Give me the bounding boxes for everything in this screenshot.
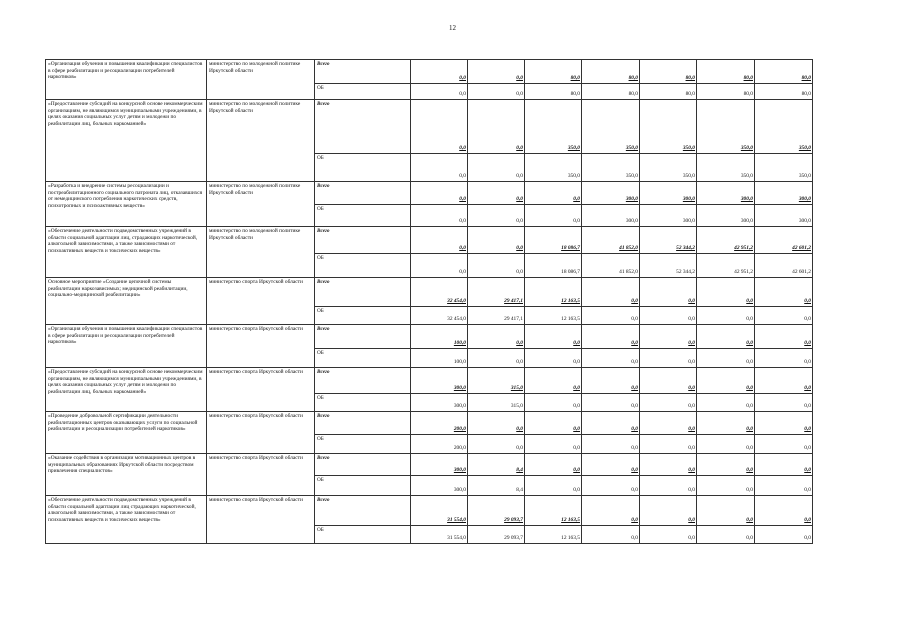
ob-value-cell: 0,0 bbox=[468, 205, 525, 227]
total-value-cell: 0,0 bbox=[755, 368, 813, 394]
table-row-total bbox=[46, 454, 813, 476]
ob-value-cell: 350,0 bbox=[697, 154, 755, 182]
measure-name: «Предоставление субсидий на конкурсной основе некоммерческим организациям, не являющимся муниципальными учреждениями, в целях оказания социальных услуг детям и молодежи по реабилитации лиц, больных наркоманией» bbox=[46, 100, 207, 182]
table-row-total bbox=[46, 412, 813, 435]
ob-value-cell: 300,0 bbox=[411, 394, 468, 412]
total-value-cell: 0,0 bbox=[468, 325, 525, 349]
total-value-cell: 0,0 bbox=[697, 278, 755, 307]
ob-value-cell: 0,0 bbox=[468, 349, 525, 368]
table-row-total bbox=[46, 227, 813, 254]
total-value-cell: 0,0 bbox=[582, 278, 640, 307]
ob-value-cell: 0,0 bbox=[755, 476, 813, 496]
table-row-total bbox=[46, 182, 813, 205]
funding-source-ob: ОБ bbox=[315, 307, 411, 325]
measure-name: «Предоставление субсидий на конкурсной основе некоммерческим организациям, не являющимся муниципальными учреждениями, в целях оказания социальных услуг детям и молодежи по реабилитации лиц, больных наркоманией» bbox=[46, 368, 207, 412]
ob-value-cell: 0,0 bbox=[525, 476, 582, 496]
funding-source-total: Всего bbox=[315, 325, 411, 349]
ob-value-cell: 350,0 bbox=[640, 154, 697, 182]
ob-value-cell: 0,0 bbox=[640, 435, 697, 454]
total-value-cell: 300,0 bbox=[411, 368, 468, 394]
ob-value-cell: 0,0 bbox=[697, 435, 755, 454]
ob-value-cell: 0,0 bbox=[755, 526, 813, 544]
ob-value-cell: 0,0 bbox=[582, 476, 640, 496]
ob-value-cell: 315,0 bbox=[468, 394, 525, 412]
total-value-cell: 0,0 bbox=[468, 412, 525, 435]
total-value-cell: 0,0 bbox=[697, 496, 755, 526]
measure-name: «Организация обучения и повышения квалификации специалистов в сфере реабилитации и ресоциализации потребителей наркотиков» bbox=[46, 325, 207, 368]
total-value-cell: 0,0 bbox=[640, 278, 697, 307]
ob-value-cell: 0,0 bbox=[525, 394, 582, 412]
total-value-cell: 0,0 bbox=[697, 325, 755, 349]
funding-source-ob: ОБ bbox=[315, 84, 411, 100]
ob-value-cell: 80,0 bbox=[755, 84, 813, 100]
measure-name: Основное мероприятие «Создание цепочной системы реабилитации наркозависимых; медицинской реабилитации, социально-медицинской реабилитации» bbox=[46, 278, 207, 325]
total-value-cell: 80,0 bbox=[525, 60, 582, 84]
ob-value-cell: 0,0 bbox=[697, 307, 755, 325]
total-value-cell: 300,0 bbox=[697, 182, 755, 205]
measure-name: «Обеспечение деятельности подведомственных учреждений в области социальной адаптации лиц, страдающих наркотической, алкогольной зависимостями, а также зависимостями от психоактивных веществ и токсических веществ» bbox=[46, 227, 207, 278]
table-row-total bbox=[46, 325, 813, 349]
ob-value-cell: 0,0 bbox=[755, 307, 813, 325]
total-value-cell: 12 163,5 bbox=[525, 278, 582, 307]
total-value-cell: 0,0 bbox=[525, 368, 582, 394]
total-value-cell: 315,0 bbox=[468, 368, 525, 394]
total-value-cell: 0,0 bbox=[525, 182, 582, 205]
funding-source-total: Всего bbox=[315, 182, 411, 205]
funding-source-total: Всего bbox=[315, 454, 411, 476]
funding-source-ob: ОБ bbox=[315, 435, 411, 454]
measure-name: «Оказание содействия в организации мотивационных центров в муниципальных образованиях Иркутской области посредством привлечения специалистов» bbox=[46, 454, 207, 496]
total-value-cell: 0,0 bbox=[640, 412, 697, 435]
ob-value-cell: 12 163,5 bbox=[525, 526, 582, 544]
total-value-cell: 52 344,2 bbox=[640, 227, 697, 254]
ob-value-cell: 0,0 bbox=[755, 435, 813, 454]
total-value-cell: 350,0 bbox=[755, 100, 813, 154]
executor-name: министерство спорта Иркутской области bbox=[207, 278, 315, 325]
ob-value-cell: 300,0 bbox=[697, 205, 755, 227]
total-value-cell: 200,0 bbox=[411, 412, 468, 435]
ob-value-cell: 200,0 bbox=[411, 435, 468, 454]
ob-value-cell: 80,0 bbox=[640, 84, 697, 100]
total-value-cell: 0,0 bbox=[525, 454, 582, 476]
ob-value-cell: 0,0 bbox=[411, 84, 468, 100]
total-value-cell: 350,0 bbox=[525, 100, 582, 154]
total-value-cell: 41 852,0 bbox=[582, 227, 640, 254]
ob-value-cell: 0,0 bbox=[697, 394, 755, 412]
ob-value-cell: 52 344,2 bbox=[640, 254, 697, 278]
executor-name: министерство по молодежной политике Иркутской области bbox=[207, 60, 315, 100]
total-value-cell: 300,0 bbox=[640, 182, 697, 205]
executor-name: министерство спорта Иркутской области bbox=[207, 454, 315, 496]
ob-value-cell: 29 417,1 bbox=[468, 307, 525, 325]
ob-value-cell: 80,0 bbox=[697, 84, 755, 100]
total-value-cell: 0,0 bbox=[468, 100, 525, 154]
funding-source-ob: ОБ bbox=[315, 349, 411, 368]
ob-value-cell: 0,0 bbox=[640, 307, 697, 325]
total-value-cell: 8,4 bbox=[468, 454, 525, 476]
ob-value-cell: 29 093,7 bbox=[468, 526, 525, 544]
program-funding-table bbox=[45, 59, 813, 544]
ob-value-cell: 0,0 bbox=[640, 476, 697, 496]
ob-value-cell: 0,0 bbox=[411, 205, 468, 227]
total-value-cell: 300,0 bbox=[411, 454, 468, 476]
total-value-cell: 0,0 bbox=[525, 325, 582, 349]
executor-name: министерство по молодежной политике Иркутской области bbox=[207, 182, 315, 227]
ob-value-cell: 300,0 bbox=[582, 205, 640, 227]
ob-value-cell: 0,0 bbox=[468, 254, 525, 278]
total-value-cell: 0,0 bbox=[525, 412, 582, 435]
total-value-cell: 80,0 bbox=[640, 60, 697, 84]
funding-source-ob: ОБ bbox=[315, 154, 411, 182]
ob-value-cell: 0,0 bbox=[468, 435, 525, 454]
ob-value-cell: 0,0 bbox=[582, 435, 640, 454]
ob-value-cell: 0,0 bbox=[411, 154, 468, 182]
ob-value-cell: 18 086,7 bbox=[525, 254, 582, 278]
ob-value-cell: 0,0 bbox=[640, 349, 697, 368]
funding-source-total: Всего bbox=[315, 496, 411, 526]
ob-value-cell: 300,0 bbox=[755, 205, 813, 227]
total-value-cell: 42 601,2 bbox=[755, 227, 813, 254]
executor-name: министерство по молодежной политике Иркутской области bbox=[207, 100, 315, 182]
funding-source-total: Всего bbox=[315, 100, 411, 154]
funding-source-total: Всего bbox=[315, 278, 411, 307]
total-value-cell: 31 554,0 bbox=[411, 496, 468, 526]
ob-value-cell: 0,0 bbox=[582, 307, 640, 325]
ob-value-cell: 0,0 bbox=[697, 476, 755, 496]
total-value-cell: 0,0 bbox=[697, 412, 755, 435]
total-value-cell: 0,0 bbox=[640, 368, 697, 394]
table-row-total bbox=[46, 100, 813, 154]
total-value-cell: 80,0 bbox=[755, 60, 813, 84]
ob-value-cell: 12 163,5 bbox=[525, 307, 582, 325]
ob-value-cell: 32 454,0 bbox=[411, 307, 468, 325]
total-value-cell: 0,0 bbox=[582, 496, 640, 526]
ob-value-cell: 0,0 bbox=[468, 154, 525, 182]
table-row-total bbox=[46, 278, 813, 307]
total-value-cell: 0,0 bbox=[755, 278, 813, 307]
table-row-total bbox=[46, 368, 813, 394]
total-value-cell: 0,0 bbox=[755, 412, 813, 435]
measure-name: «Проведение добровольной сертификации деятельности реабилитационных центров оказывающих услуги по социальной реабилитации и ресоциализации потребителей наркотиков» bbox=[46, 412, 207, 454]
ob-value-cell: 0,0 bbox=[697, 349, 755, 368]
executor-name: министерство спорта Иркутской области bbox=[207, 496, 315, 544]
executor-name: министерство спорта Иркутской области bbox=[207, 412, 315, 454]
ob-value-cell: 42 601,2 bbox=[755, 254, 813, 278]
ob-value-cell: 41 852,0 bbox=[582, 254, 640, 278]
ob-value-cell: 350,0 bbox=[755, 154, 813, 182]
ob-value-cell: 0,0 bbox=[582, 526, 640, 544]
ob-value-cell: 300,0 bbox=[640, 205, 697, 227]
total-value-cell: 0,0 bbox=[468, 227, 525, 254]
total-value-cell: 0,0 bbox=[755, 325, 813, 349]
total-value-cell: 0,0 bbox=[468, 182, 525, 205]
ob-value-cell: 300,0 bbox=[411, 476, 468, 496]
total-value-cell: 0,0 bbox=[640, 454, 697, 476]
ob-value-cell: 0,0 bbox=[640, 526, 697, 544]
total-value-cell: 29 417,1 bbox=[468, 278, 525, 307]
ob-value-cell: 350,0 bbox=[582, 154, 640, 182]
executor-name: министерство по молодежной политике Иркутской области bbox=[207, 227, 315, 278]
table-row-total bbox=[46, 496, 813, 526]
total-value-cell: 0,0 bbox=[697, 454, 755, 476]
total-value-cell: 80,0 bbox=[697, 60, 755, 84]
total-value-cell: 80,0 bbox=[582, 60, 640, 84]
total-value-cell: 0,0 bbox=[582, 368, 640, 394]
ob-value-cell: 0,0 bbox=[525, 205, 582, 227]
funding-source-total: Всего bbox=[315, 368, 411, 394]
total-value-cell: 0,0 bbox=[640, 325, 697, 349]
table-row-total bbox=[46, 60, 813, 84]
ob-value-cell: 80,0 bbox=[525, 84, 582, 100]
total-value-cell: 0,0 bbox=[411, 227, 468, 254]
total-value-cell: 32 454,0 bbox=[411, 278, 468, 307]
total-value-cell: 18 086,7 bbox=[525, 227, 582, 254]
total-value-cell: 0,0 bbox=[582, 325, 640, 349]
ob-value-cell: 0,0 bbox=[582, 394, 640, 412]
ob-value-cell: 350,0 bbox=[525, 154, 582, 182]
ob-value-cell: 0,0 bbox=[525, 435, 582, 454]
funding-source-ob: ОБ bbox=[315, 476, 411, 496]
measure-name: «Разработка и внедрение системы ресоциализации и постреабилитационного социального патроната лиц, отказавшихся от немедицинского потребления наркотических средств, психотропных и психоактивных веществ» bbox=[46, 182, 207, 227]
ob-value-cell: 0,0 bbox=[411, 254, 468, 278]
measure-name: «Обеспечение деятельности подведомственных учреждений в области социальной адаптации лиц страдающих наркотической, алкогольной зависимостями, а также зависимостями от психоактивных веществ и токсических веществ» bbox=[46, 496, 207, 544]
total-value-cell: 12 163,5 bbox=[525, 496, 582, 526]
total-value-cell: 350,0 bbox=[582, 100, 640, 154]
total-value-cell: 0,0 bbox=[411, 100, 468, 154]
executor-name: министерство спорта Иркутской области bbox=[207, 368, 315, 412]
total-value-cell: 29 093,7 bbox=[468, 496, 525, 526]
total-value-cell: 0,0 bbox=[755, 454, 813, 476]
ob-value-cell: 0,0 bbox=[468, 84, 525, 100]
total-value-cell: 100,0 bbox=[411, 325, 468, 349]
ob-value-cell: 0,0 bbox=[755, 349, 813, 368]
funding-source-total: Всего bbox=[315, 227, 411, 254]
total-value-cell: 0,0 bbox=[411, 182, 468, 205]
total-value-cell: 0,0 bbox=[582, 412, 640, 435]
ob-value-cell: 0,0 bbox=[525, 349, 582, 368]
ob-value-cell: 31 554,0 bbox=[411, 526, 468, 544]
total-value-cell: 0,0 bbox=[697, 368, 755, 394]
total-value-cell: 0,0 bbox=[640, 496, 697, 526]
ob-value-cell: 0,0 bbox=[755, 394, 813, 412]
total-value-cell: 300,0 bbox=[582, 182, 640, 205]
total-value-cell: 0,0 bbox=[468, 60, 525, 84]
page-number: 12 bbox=[449, 24, 456, 32]
ob-value-cell: 100,0 bbox=[411, 349, 468, 368]
funding-source-ob: ОБ bbox=[315, 254, 411, 278]
total-value-cell: 42 951,2 bbox=[697, 227, 755, 254]
total-value-cell: 300,0 bbox=[755, 182, 813, 205]
total-value-cell: 0,0 bbox=[582, 454, 640, 476]
ob-value-cell: 8,4 bbox=[468, 476, 525, 496]
funding-source-ob: ОБ bbox=[315, 526, 411, 544]
ob-value-cell: 42 951,2 bbox=[697, 254, 755, 278]
ob-value-cell: 0,0 bbox=[640, 394, 697, 412]
funding-source-total: Всего bbox=[315, 412, 411, 435]
funding-source-total: Всего bbox=[315, 60, 411, 84]
funding-source-ob: ОБ bbox=[315, 205, 411, 227]
measure-name: «Организация обучения и повышения квалификации специалистов в сфере реабилитации и ресоциализации потребителей наркотиков» bbox=[46, 60, 207, 100]
total-value-cell: 350,0 bbox=[640, 100, 697, 154]
ob-value-cell: 0,0 bbox=[582, 349, 640, 368]
total-value-cell: 0,0 bbox=[755, 496, 813, 526]
funding-source-ob: ОБ bbox=[315, 394, 411, 412]
ob-value-cell: 80,0 bbox=[582, 84, 640, 100]
executor-name: министерство спорта Иркутской области bbox=[207, 325, 315, 368]
ob-value-cell: 0,0 bbox=[697, 526, 755, 544]
total-value-cell: 0,0 bbox=[411, 60, 468, 84]
total-value-cell: 350,0 bbox=[697, 100, 755, 154]
